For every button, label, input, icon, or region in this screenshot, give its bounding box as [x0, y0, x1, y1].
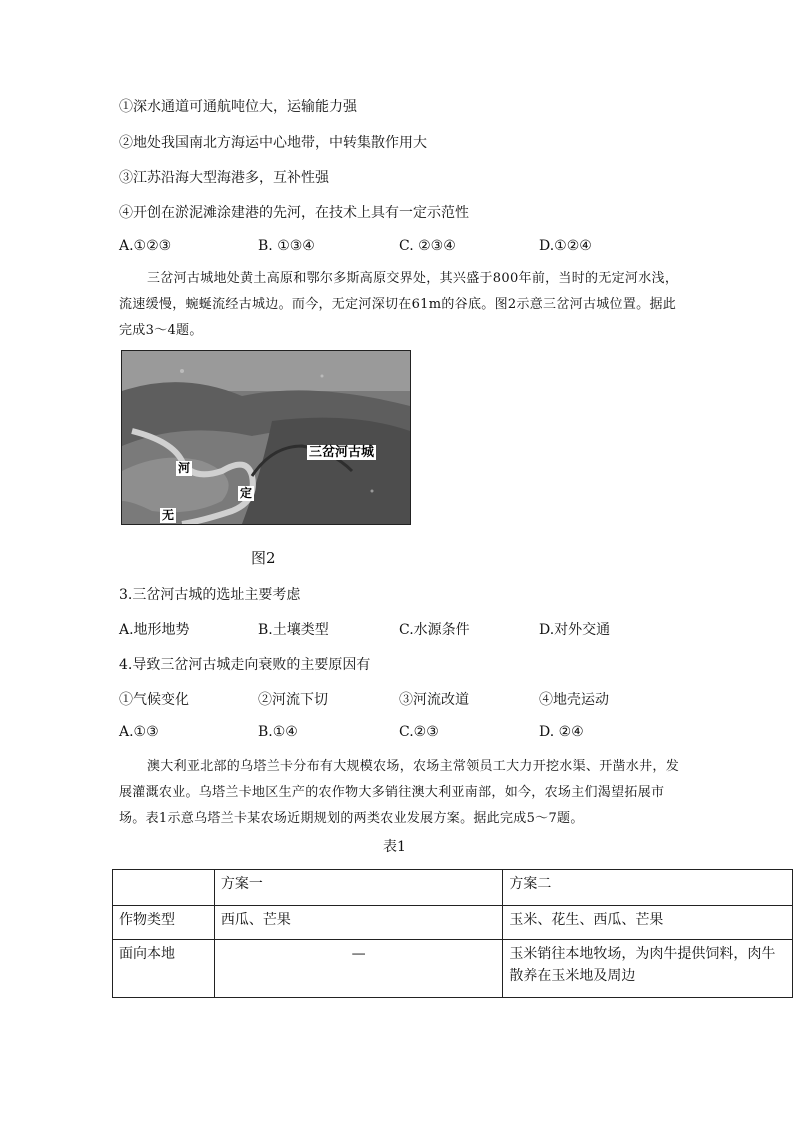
- q2-statement-4: ④开创在淤泥滩涂建港的先河，在技术上具有一定示范性: [119, 205, 469, 221]
- figure-caption: 图2: [251, 549, 276, 567]
- label-he: 河: [178, 461, 191, 475]
- table-cell: 玉米、花生、西瓜、芒果: [503, 906, 793, 940]
- table-cell: 玉米销往本地牧场，为肉牛提供饲料，肉牛散养在玉米地及周边: [503, 940, 793, 998]
- table-cell: —: [214, 940, 503, 998]
- q4-option-c: C.②③: [399, 724, 439, 740]
- table-row: [113, 940, 793, 998]
- q4-stem: 4.导致三岔河古城走向衰败的主要原因有: [119, 657, 371, 673]
- table-header-row: [113, 870, 793, 906]
- passage-sanchahe: 三岔河古城地处黄土高原和鄂尔多斯高原交界处，其兴盛于800年前，当时的无定河水浅，流速缓慢，蜿蜒流经古城边。而今，无定河深切在61m的谷底。图2示意三岔河古城位置。据此完成3～4题。: [119, 271, 679, 338]
- table-header-cell: 方案一: [214, 870, 503, 906]
- plan-table: [112, 869, 793, 998]
- figure-2-photo: [121, 350, 411, 525]
- q4-option-d: D. ②④: [539, 724, 584, 740]
- table-cell: 面向本地: [113, 940, 215, 998]
- table-row: [113, 906, 793, 940]
- q4-statement-3: ③河流改道: [399, 692, 469, 708]
- q3-option-d: D.对外交通: [539, 622, 611, 638]
- q2-statement-1: ①深水通道可通航吨位大，运输能力强: [119, 99, 357, 115]
- table-cell: 西瓜、芒果: [214, 906, 503, 940]
- q4-statement-1: ①气候变化: [119, 692, 189, 708]
- q2-option-a: A.①②③: [119, 238, 172, 254]
- q3-option-a: A.地形地势: [119, 622, 190, 638]
- q2-option-d: D.①②④: [539, 238, 592, 254]
- q4-statement-4: ④地壳运动: [539, 692, 609, 708]
- q2-statement-3: ③江苏沿海大型海港多，互补性强: [119, 170, 329, 186]
- q4-statement-2: ②河流下切: [258, 692, 328, 708]
- q4-option-b: B.①④: [258, 724, 298, 740]
- q4-option-a: A.①③: [119, 724, 159, 740]
- q3-option-c: C.水源条件: [399, 622, 470, 638]
- passage-wutalanka: 澳大利亚北部的乌塔兰卡分布有大规模农场，农场主常领员工大力开挖水渠、开凿水井，发展灌溉农业。乌塔兰卡地区生产的农作物大多销往澳大利亚南部，如今，农场主们渴望拓展市场。表1示意乌塔兰卡某农场近期规划的两类农业发展方案。据此完成5～7题。: [119, 759, 680, 826]
- table-header-cell: 方案二: [503, 870, 793, 906]
- q3-stem: 3.三岔河古城的选址主要考虑: [119, 587, 301, 603]
- table-header-cell: [113, 870, 215, 906]
- q2-option-b: B. ①③④: [258, 238, 315, 254]
- q2-statement-2: ②地处我国南北方海运中心地带，中转集散作用大: [119, 135, 427, 151]
- label-ding: 定: [240, 486, 253, 500]
- q3-option-b: B.土壤类型: [258, 622, 329, 638]
- label-sanchahe-city: 三岔河古城: [309, 445, 375, 460]
- label-wu: 无: [162, 508, 175, 522]
- aerial-photo-illustration: [122, 351, 410, 524]
- table-cell: 作物类型: [113, 906, 215, 940]
- q2-option-c: C. ②③④: [399, 238, 456, 254]
- table-caption: 表1: [383, 839, 406, 855]
